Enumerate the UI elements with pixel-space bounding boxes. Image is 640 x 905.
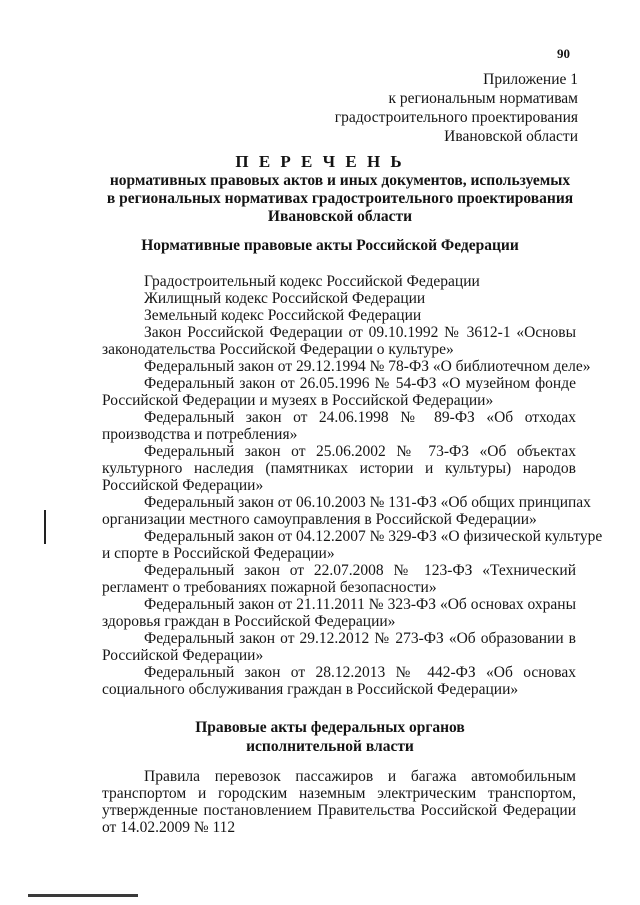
list-item: здоровья граждан в Российской Федерации»: [102, 613, 396, 630]
list-item: Российской Федерации»: [102, 647, 264, 664]
margin-mark: [44, 510, 46, 544]
list-item: организации местного самоуправления в Российской Федерации»: [102, 511, 537, 528]
list-item: и спорте в Российской Федерации»: [102, 545, 335, 562]
list-item: Закон Российской Федерации от 09.10.1992 № 3612-1 «Основы: [144, 324, 576, 341]
document-title: П Е Р Е Ч Е Н Ь: [235, 152, 405, 171]
list-item: Федеральный закон от 26.05.1996 № 54-ФЗ «О музейном фонде: [144, 375, 576, 392]
list-item: Российской Федерации»: [102, 477, 264, 494]
list-item: Федеральный закон от 25.06.2002 № 73-ФЗ «Об объектах: [144, 443, 576, 460]
list-item: Российской Федерации и музеях в Российской Федерации»: [102, 392, 494, 409]
list-item: культурного наследия (памятниках истории и культуры) народов: [102, 460, 576, 477]
list-item: Жилищный кодекс Российской Федерации: [144, 290, 426, 307]
appendix-line: к региональным нормативам: [388, 90, 578, 107]
section-heading-line: Нормативные правовые акты Российской Федерации: [141, 237, 519, 254]
subtitle-line: Ивановской области: [267, 208, 413, 225]
list-item: от 14.02.2009 № 112: [102, 819, 236, 836]
list-item: социального обслуживания граждан в Российской Федерации»: [102, 681, 519, 698]
section-heading-line: исполнительной власти: [246, 738, 414, 755]
document-subtitle: [100, 172, 580, 226]
list-item: Федеральный закон от 24.06.1998 № 89-ФЗ «Об отходах: [144, 409, 576, 426]
list-item: Федеральный закон от 29.12.2012 № 273-ФЗ «Об образовании в: [144, 630, 576, 647]
list-item: Градостроительный кодекс Российской Федерации: [144, 273, 480, 290]
list-item: транспортом и городским наземным электрическим транспортом,: [102, 785, 576, 802]
list-item: Федеральный закон от 29.12.1994 № 78-ФЗ «О библиотечном деле»: [144, 358, 591, 375]
list-item: Федеральный закон от 06.10.2003 № 131-ФЗ «Об общих принципах: [144, 494, 591, 511]
page-number: 90: [557, 46, 570, 61]
appendix-line: Приложение 1: [483, 71, 578, 88]
list-item: утвержденные постановлением Правительства Российской Федерации: [102, 802, 576, 819]
list-item: Правила перевозок пассажиров и багажа автомобильным: [144, 768, 576, 785]
subtitle-line: в региональных нормативах градостроительного проектирования: [106, 190, 574, 207]
list-item: регламент о требованиях пожарной безопасности»: [102, 579, 437, 596]
list-item: Федеральный закон от 04.12.2007 № 329-ФЗ «О физической культуре: [144, 528, 603, 545]
list-item: Земельный кодекс Российской Федерации: [144, 307, 422, 324]
list-item: законодательства Российской Федерации о культуре»: [102, 341, 454, 358]
appendix-line: градостроительного проектирования: [334, 109, 578, 126]
list-item: Федеральный закон от 22.07.2008 № 123-ФЗ «Технический: [144, 562, 576, 579]
appendix-block: [335, 70, 578, 146]
list-item: производства и потребления»: [102, 426, 298, 443]
section-heading-line: Правовые акты федеральных органов: [195, 719, 465, 736]
section-heading-executive-acts: [80, 718, 580, 756]
section-heading-federal-acts: [80, 236, 580, 255]
subtitle-line: нормативных правовых актов и иных документов, используемых: [109, 172, 571, 189]
appendix-line: Ивановской области: [444, 128, 578, 145]
list-item: Федеральный закон от 21.11.2011 № 323-ФЗ «Об основах охраны: [144, 596, 576, 613]
list-item: Федеральный закон от 28.12.2013 № 442-ФЗ «Об основах: [144, 664, 576, 681]
bottom-rule: [28, 894, 138, 897]
